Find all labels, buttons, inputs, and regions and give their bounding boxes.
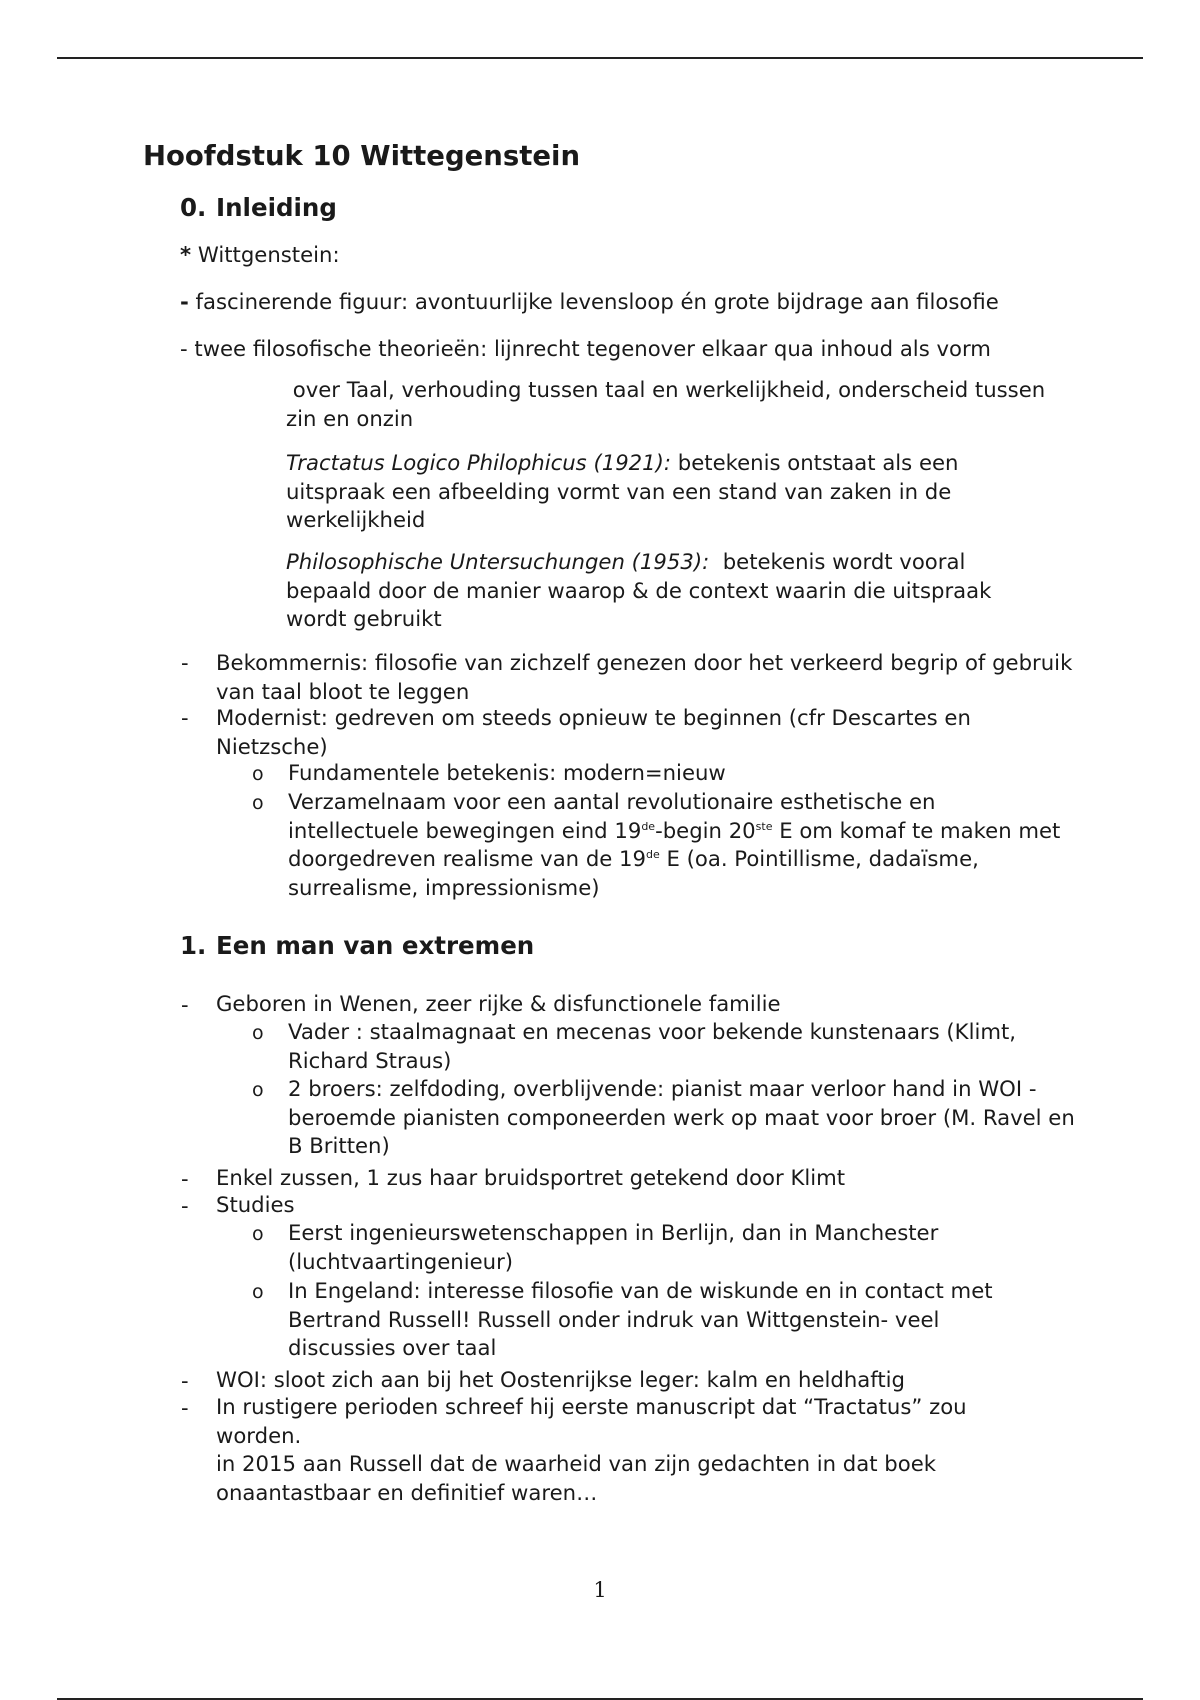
list-item: Geboren in Wenen, zeer rijke & disfunctionele familie (216, 991, 781, 1016)
sub-item-text: -begin 20 (655, 817, 756, 843)
list-item-continuation: in 2015 aan Russell dat de waarheid van zijn gedachten in dat boek onaantastbaar en definitief waren… (216, 1451, 937, 1505)
sub-list-bullet: o (252, 1223, 264, 1245)
sub-list-item: Fundamentele betekenis: modern=nieuw (288, 760, 726, 785)
theory-intro-text: over Taal, verhouding tussen taal en werkelijkheid, onderscheid tussen zin en onzin (286, 377, 1046, 431)
list-item: In rustigere perioden schreef hij eerste manuscript dat “Tractatus” zou worden. (216, 1394, 967, 1448)
section-number: 0. (180, 193, 207, 222)
untersuchungen-title: Philosophische Untersuchungen (1953): (286, 549, 710, 574)
sub-list-bullet: o (252, 1022, 264, 1044)
intro-line-2: - twee filosofische theorieën: lijnrecht tegenover elkaar qua inhoud als vorm (180, 336, 991, 361)
sub-list-item: In Engeland: interesse filosofie van de wiskunde en in contact met Bertrand Russell! Russell onder indruk van Wittgenstein- veel discussies over taal (288, 1278, 993, 1360)
section-number: 1. (180, 931, 207, 960)
theory-tractatus (286, 449, 1046, 535)
untersuchungen-text: betekenis wordt vooral bepaald door de manier waarop & de context waarin die uitspraak wordt gebruikt (286, 549, 992, 631)
sub-list-item: Vader : staalmagnaat en mecenas voor bekende kunstenaars (Klimt, Richard Straus) (288, 1019, 1017, 1073)
list-bullet: - (181, 706, 189, 730)
superscript: de (646, 847, 660, 861)
sub-item-text: E (oa. Pointillisme, dadaïsme, surrealisme, impressionisme) (288, 846, 979, 900)
tractatus-text: betekenis ontstaat als een uitspraak een afbeelding vormt van een stand van zaken in de werkelijkheid (286, 450, 959, 532)
theory-untersuchungen (286, 548, 1046, 634)
sub-list-item: Eerst ingenieurswetenschappen in Berlijn, dan in Manchester (luchtvaartingenieur) (288, 1220, 939, 1274)
sub-list-item (288, 788, 1068, 902)
list-item: Enkel zussen, 1 zus haar bruidsportret getekend door Klimt (216, 1165, 846, 1190)
star-marker: * (180, 242, 192, 267)
section-heading-inleiding (180, 193, 337, 222)
section-heading-extremen (180, 931, 534, 960)
list-bullet: - (181, 1369, 189, 1393)
list-bullet: - (181, 993, 189, 1017)
sub-list-bullet: o (252, 792, 264, 814)
sub-list-bullet: o (252, 763, 264, 785)
header-rule (57, 57, 1143, 59)
tractatus-title: Tractatus Logico Philophicus (1921): (286, 450, 672, 475)
list-bullet: - (181, 1167, 189, 1191)
sub-list-item: 2 broers: zelfdoding, overblijvende: pianist maar verloor hand in WOI -beroemde pianisten componeerden werk op maat voor broer (M. Ravel en B Britten) (288, 1076, 1075, 1158)
theory-intro (286, 376, 1046, 433)
list-item: Studies (216, 1192, 295, 1217)
sub-item-text: E om komaf te maken met doorgedreven realisme van de 19 (288, 817, 1061, 871)
sub-list-bullet: o (252, 1281, 264, 1303)
page-number: 1 (593, 1578, 607, 1602)
sub-item-text: Verzamelnaam voor een aantal revolutionaire esthetische en intellectuele bewegingen eind 19 (288, 789, 936, 843)
intro-subject (180, 241, 340, 270)
dash-marker: - (180, 289, 189, 314)
sub-list-bullet: o (252, 1079, 264, 1101)
list-item: WOI: sloot zich aan bij het Oostenrijkse leger: kalm en heldhaftig (216, 1367, 905, 1392)
superscript: ste (755, 819, 773, 833)
intro-line-1-text: fascinerende figuur: avontuurlijke levensloop én grote bijdrage aan filosofie (195, 289, 999, 314)
intro-line-1 (180, 288, 999, 317)
superscript: de (641, 819, 656, 833)
intro-subject-label: Wittgenstein: (197, 242, 340, 267)
list-item: Modernist: gedreven om steeds opnieuw te beginnen (cfr Descartes en Nietzsche) (216, 705, 971, 759)
list-bullet: - (181, 651, 189, 675)
section-title: Inleiding (216, 193, 337, 222)
list-bullet: - (181, 1396, 189, 1420)
section-title: Een man van extremen (216, 931, 535, 960)
page-title: Hoofdstuk 10 Wittegenstein (143, 140, 581, 172)
list-item: Bekommernis: filosofie van zichzelf genezen door het verkeerd begrip of gebruik van taal bloot te leggen (216, 650, 1073, 704)
list-bullet: - (181, 1194, 189, 1218)
